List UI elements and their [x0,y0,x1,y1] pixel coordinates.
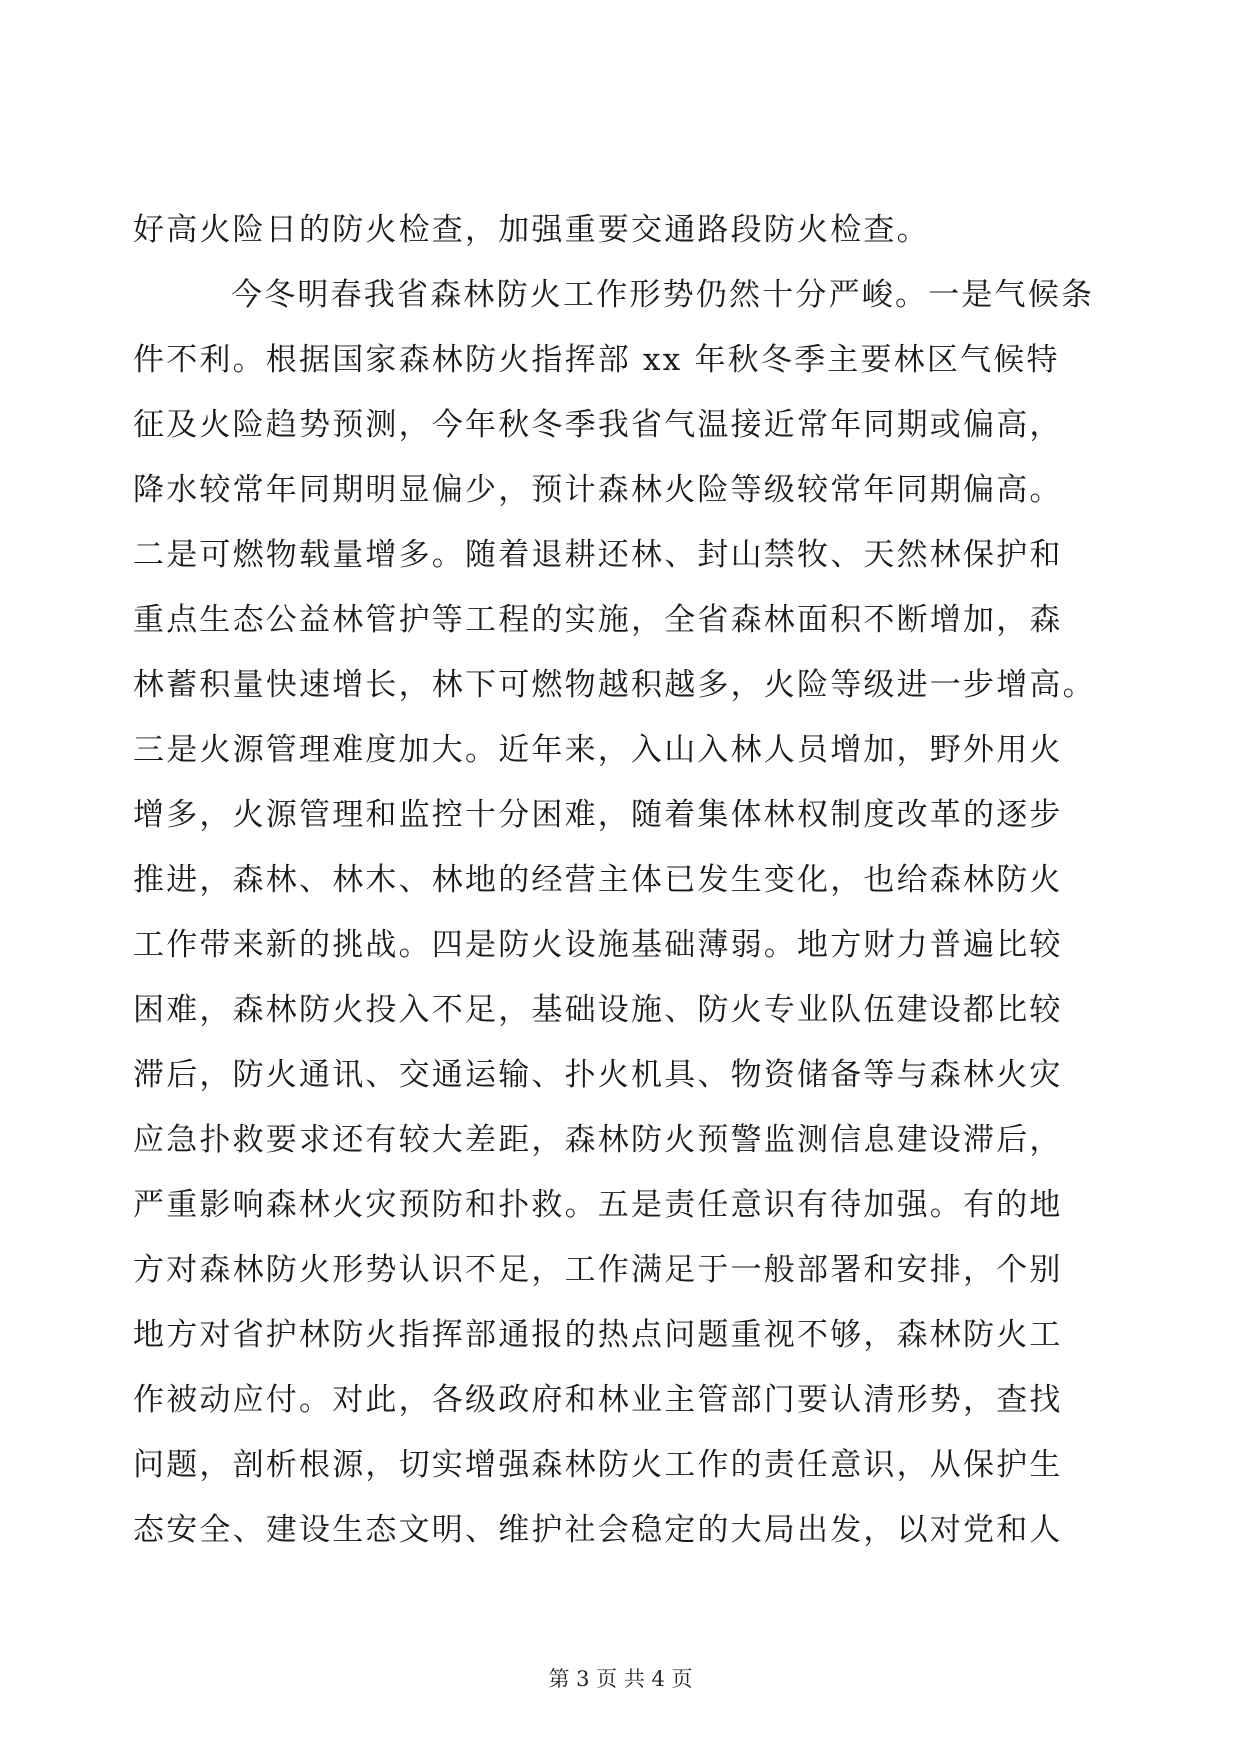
text-line: 增多，火源管理和监控十分困难，随着集体林权制度改革的逐步 [133,797,1063,833]
text-line: 应急扑救要求还有较大差距，森林防火预警监测信息建设滞后， [133,1122,1063,1158]
text-line: 好高火险日的防火检查，加强重要交通路段防火检查。 [133,212,930,248]
text-line: 方对森林防火形势认识不足，工作满足于一般部署和安排，个别 [133,1252,1063,1288]
paragraph-first-line: 今冬明春我省森林防火工作形势仍然十分严峻。一是气候条 [231,277,1095,313]
text-line: 三是火源管理难度加大。近年来，入山入林人员增加，野外用火 [133,732,1063,768]
text-line: 严重影响森林火灾预防和扑救。五是责任意识有待加强。有的地 [133,1187,1063,1223]
text-line: 件不利。根据国家森林防火指挥部 xx 年秋冬季主要林区气候特 [133,342,1060,378]
text-line: 征及火险趋势预测，今年秋冬季我省气温接近常年同期或偏高， [133,407,1063,443]
page-number: 第 3 页 共 4 页 [548,1667,693,1691]
text-line: 重点生态公益林管护等工程的实施，全省森林面积不断增加，森 [133,602,1063,638]
text-line: 问题，剖析根源，切实增强森林防火工作的责任意识，从保护生 [133,1447,1063,1483]
text-line: 滞后，防火通讯、交通运输、扑火机具、物资储备等与森林火灾 [133,1057,1063,1093]
text-line: 困难，森林防火投入不足，基础设施、防火专业队伍建设都比较 [133,992,1063,1028]
text-line: 降水较常年同期明显偏少，预计森林火险等级较常年同期偏高。 [133,472,1063,508]
text-line: 态安全、建设生态文明、维护社会稳定的大局出发，以对党和人 [133,1512,1063,1548]
text-line: 二是可燃物载量增多。随着退耕还林、封山禁牧、天然林保护和 [133,537,1063,573]
text-line: 推进，森林、林木、林地的经营主体已发生变化，也给森林防火 [133,862,1063,898]
page-footer [0,1664,1241,1694]
text-line: 作被动应付。对此，各级政府和林业主管部门要认清形势，查找 [133,1382,1063,1418]
text-line: 工作带来新的挑战。四是防火设施基础薄弱。地方财力普遍比较 [133,927,1063,963]
text-line: 地方对省护林防火指挥部通报的热点问题重视不够，森林防火工 [133,1317,1063,1353]
body-text [133,198,1133,1563]
text-line: 林蓄积量快速增长，林下可燃物越积越多，火险等级进一步增高。 [133,667,1096,703]
